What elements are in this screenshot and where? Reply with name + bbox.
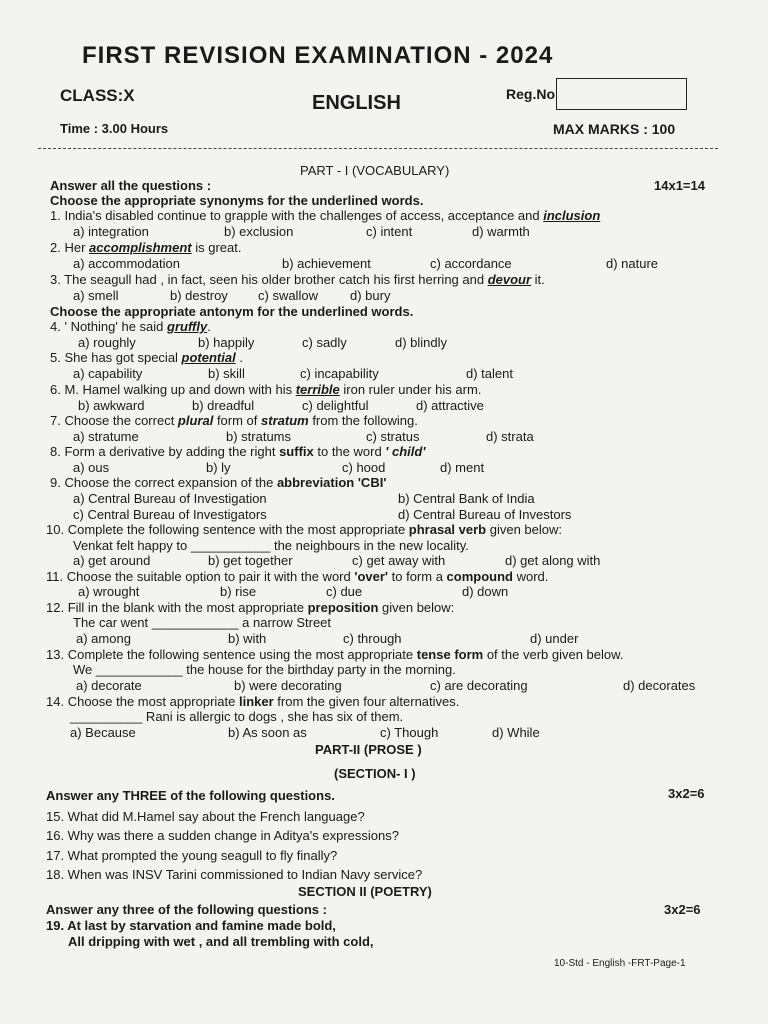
q2-option-c: c) accordance (430, 256, 512, 271)
question-13: 13. Complete the following sentence using the most appropriate tense form of the verb given below. (46, 647, 624, 662)
page-footer: 10-Std - English -FRT-Page-1 (554, 958, 686, 969)
q8-option-c: c) hood (342, 460, 386, 475)
question-19-line1: 19. At last by starvation and famine made bold, (46, 918, 336, 933)
q1-option-a: a) integration (73, 224, 149, 239)
class-label: CLASS:X (60, 86, 135, 105)
poetry-marks: 3x2=6 (664, 902, 701, 917)
reg-no-box[interactable] (556, 78, 687, 110)
q8-option-a: a) ous (73, 460, 110, 475)
q10-option-c: c) get away with (352, 553, 446, 568)
subject-label: ENGLISH (312, 92, 401, 114)
q13-option-d: d) decorates (623, 678, 696, 693)
part1-instruction: Answer all the questions : (50, 178, 212, 193)
part1-title: PART - I (VOCABULARY) (300, 163, 450, 178)
q13-option-b: b) were decorating (234, 678, 342, 693)
q11-option-b: b) rise (220, 584, 257, 599)
header-divider (38, 148, 718, 149)
q6-option-b: b) dreadful (192, 398, 255, 413)
q3-option-d: d) bury (350, 288, 391, 303)
q12-option-c: c) through (343, 631, 402, 646)
question-3: 3. The seagull had , in fact, seen his older brother catch his first herring and devour it. (50, 272, 545, 287)
q10-option-d: d) get along with (505, 553, 601, 568)
q1-option-b: b) exclusion (224, 224, 294, 239)
q14-option-b: b) As soon as (228, 725, 307, 740)
q4-option-a: a) roughly (78, 335, 136, 350)
q13-option-a: a) decorate (76, 678, 142, 693)
q10-sentence: Venkat felt happy to ___________ the neighbours in the new locality. (73, 538, 469, 553)
q9-option-d: d) Central Bureau of Investors (398, 507, 572, 522)
question-14: 14. Choose the most appropriate linker from the given four alternatives. (46, 694, 460, 709)
question-11: 11. Choose the suitable option to pair it with the word 'over' to form a compound word. (46, 569, 549, 584)
max-marks-label: MAX MARKS : 100 (553, 121, 676, 137)
question-10: 10. Complete the following sentence with the most appropriate phrasal verb given below: (46, 522, 563, 537)
exam-title: FIRST REVISION EXAMINATION - 2024 (82, 42, 554, 69)
reg-no-label: Reg.No (506, 86, 555, 102)
q14-option-c: c) Though (380, 725, 439, 740)
q2-option-a: a) accommodation (73, 256, 180, 271)
q12-sentence: The car went ____________ a narrow Street (73, 615, 332, 630)
q10-option-a: a) get around (73, 553, 151, 568)
prose-instruction: Answer any THREE of the following questions. (46, 788, 335, 803)
q2-option-b: b) achievement (282, 256, 371, 271)
q3-option-c: c) swallow (258, 288, 318, 303)
q9-option-b: b) Central Bank of India (398, 491, 535, 506)
q4-option-b: b) happily (198, 335, 255, 350)
q14-option-a: a) Because (70, 725, 136, 740)
q9-option-a: a) Central Bureau of Investigation (73, 491, 267, 506)
q4-option-d: d) blindly (395, 335, 448, 350)
q3-option-b: b) destroy (170, 288, 228, 303)
q6-option-d: d) attractive (416, 398, 484, 413)
question-5: 5. She has got special potential . (50, 350, 243, 365)
question-15: 15. What did M.Hamel say about the French language? (46, 809, 365, 824)
q14-sentence: __________ Rani is allergic to dogs , she has six of them. (70, 709, 404, 724)
q5-option-a: a) capability (73, 366, 143, 381)
poetry-instruction: Answer any three of the following questions : (46, 902, 327, 917)
synonym-heading: Choose the appropriate synonyms for the underlined words. (50, 193, 424, 208)
question-9: 9. Choose the correct expansion of the abbreviation 'CBI' (50, 475, 387, 490)
q11-option-a: a) wrought (78, 584, 140, 599)
q8-option-d: d) ment (440, 460, 485, 475)
question-17: 17. What prompted the young seagull to fly finally? (46, 848, 338, 863)
q1-option-c: c) intent (366, 224, 413, 239)
section1-title: (SECTION- I ) (334, 766, 416, 781)
question-6: 6. M. Hamel walking up and down with his terrible iron ruler under his arm. (50, 382, 482, 397)
q12-option-b: b) with (228, 631, 267, 646)
q9-option-c: c) Central Bureau of Investigators (73, 507, 267, 522)
q11-option-d: d) down (462, 584, 509, 599)
q8-option-b: b) ly (206, 460, 231, 475)
q12-option-a: a) among (76, 631, 131, 646)
part1-marks: 14x1=14 (654, 178, 705, 193)
part2-title: PART-II (PROSE ) (315, 742, 422, 757)
q14-option-d: d) While (492, 725, 540, 740)
q5-option-d: d) talent (466, 366, 513, 381)
question-8: 8. Form a derivative by adding the right suffix to the word ' child' (50, 444, 426, 459)
question-7: 7. Choose the correct plural form of stratum from the following. (50, 413, 418, 428)
q4-option-c: c) sadly (302, 335, 347, 350)
q6-option-a: b) awkward (78, 398, 145, 413)
q13-option-c: c) are decorating (430, 678, 528, 693)
q3-option-a: a) smell (73, 288, 119, 303)
question-12: 12. Fill in the blank with the most appropriate preposition given below: (46, 600, 455, 615)
q10-option-b: b) get together (208, 553, 293, 568)
q5-option-c: c) incapability (300, 366, 379, 381)
q13-sentence: We ____________ the house for the birthday party in the morning. (73, 662, 456, 677)
time-label: Time : 3.00 Hours (60, 121, 169, 136)
antonym-heading: Choose the appropriate antonym for the underlined words. (50, 304, 414, 319)
q7-option-c: c) stratus (366, 429, 420, 444)
q11-option-c: c) due (326, 584, 363, 599)
q7-option-b: b) stratums (226, 429, 292, 444)
underlined-word: inclusion (543, 208, 601, 223)
q6-option-c: c) delightful (302, 398, 369, 413)
q7-option-d: d) strata (486, 429, 534, 444)
q1-option-d: d) warmth (472, 224, 530, 239)
prose-marks: 3x2=6 (668, 786, 705, 801)
question-16: 16. Why was there a sudden change in Aditya's expressions? (46, 828, 399, 843)
question-1: 1. India's disabled continue to grapple with the challenges of access, acceptance and inclusion (50, 208, 601, 223)
question-4: 4. ' Nothing' he said gruffly. (50, 319, 211, 334)
question-19-line2: All dripping with wet , and all trembling with cold, (68, 934, 374, 949)
q5-option-b: b) skill (208, 366, 245, 381)
q12-option-d: d) under (530, 631, 579, 646)
q2-option-d: d) nature (606, 256, 659, 271)
section2-title: SECTION II (POETRY) (298, 884, 432, 899)
question-18: 18. When was INSV Tarini commissioned to Indian Navy service? (46, 867, 423, 882)
question-2: 2. Her accomplishment is great. (50, 240, 242, 255)
q7-option-a: a) stratume (73, 429, 139, 444)
